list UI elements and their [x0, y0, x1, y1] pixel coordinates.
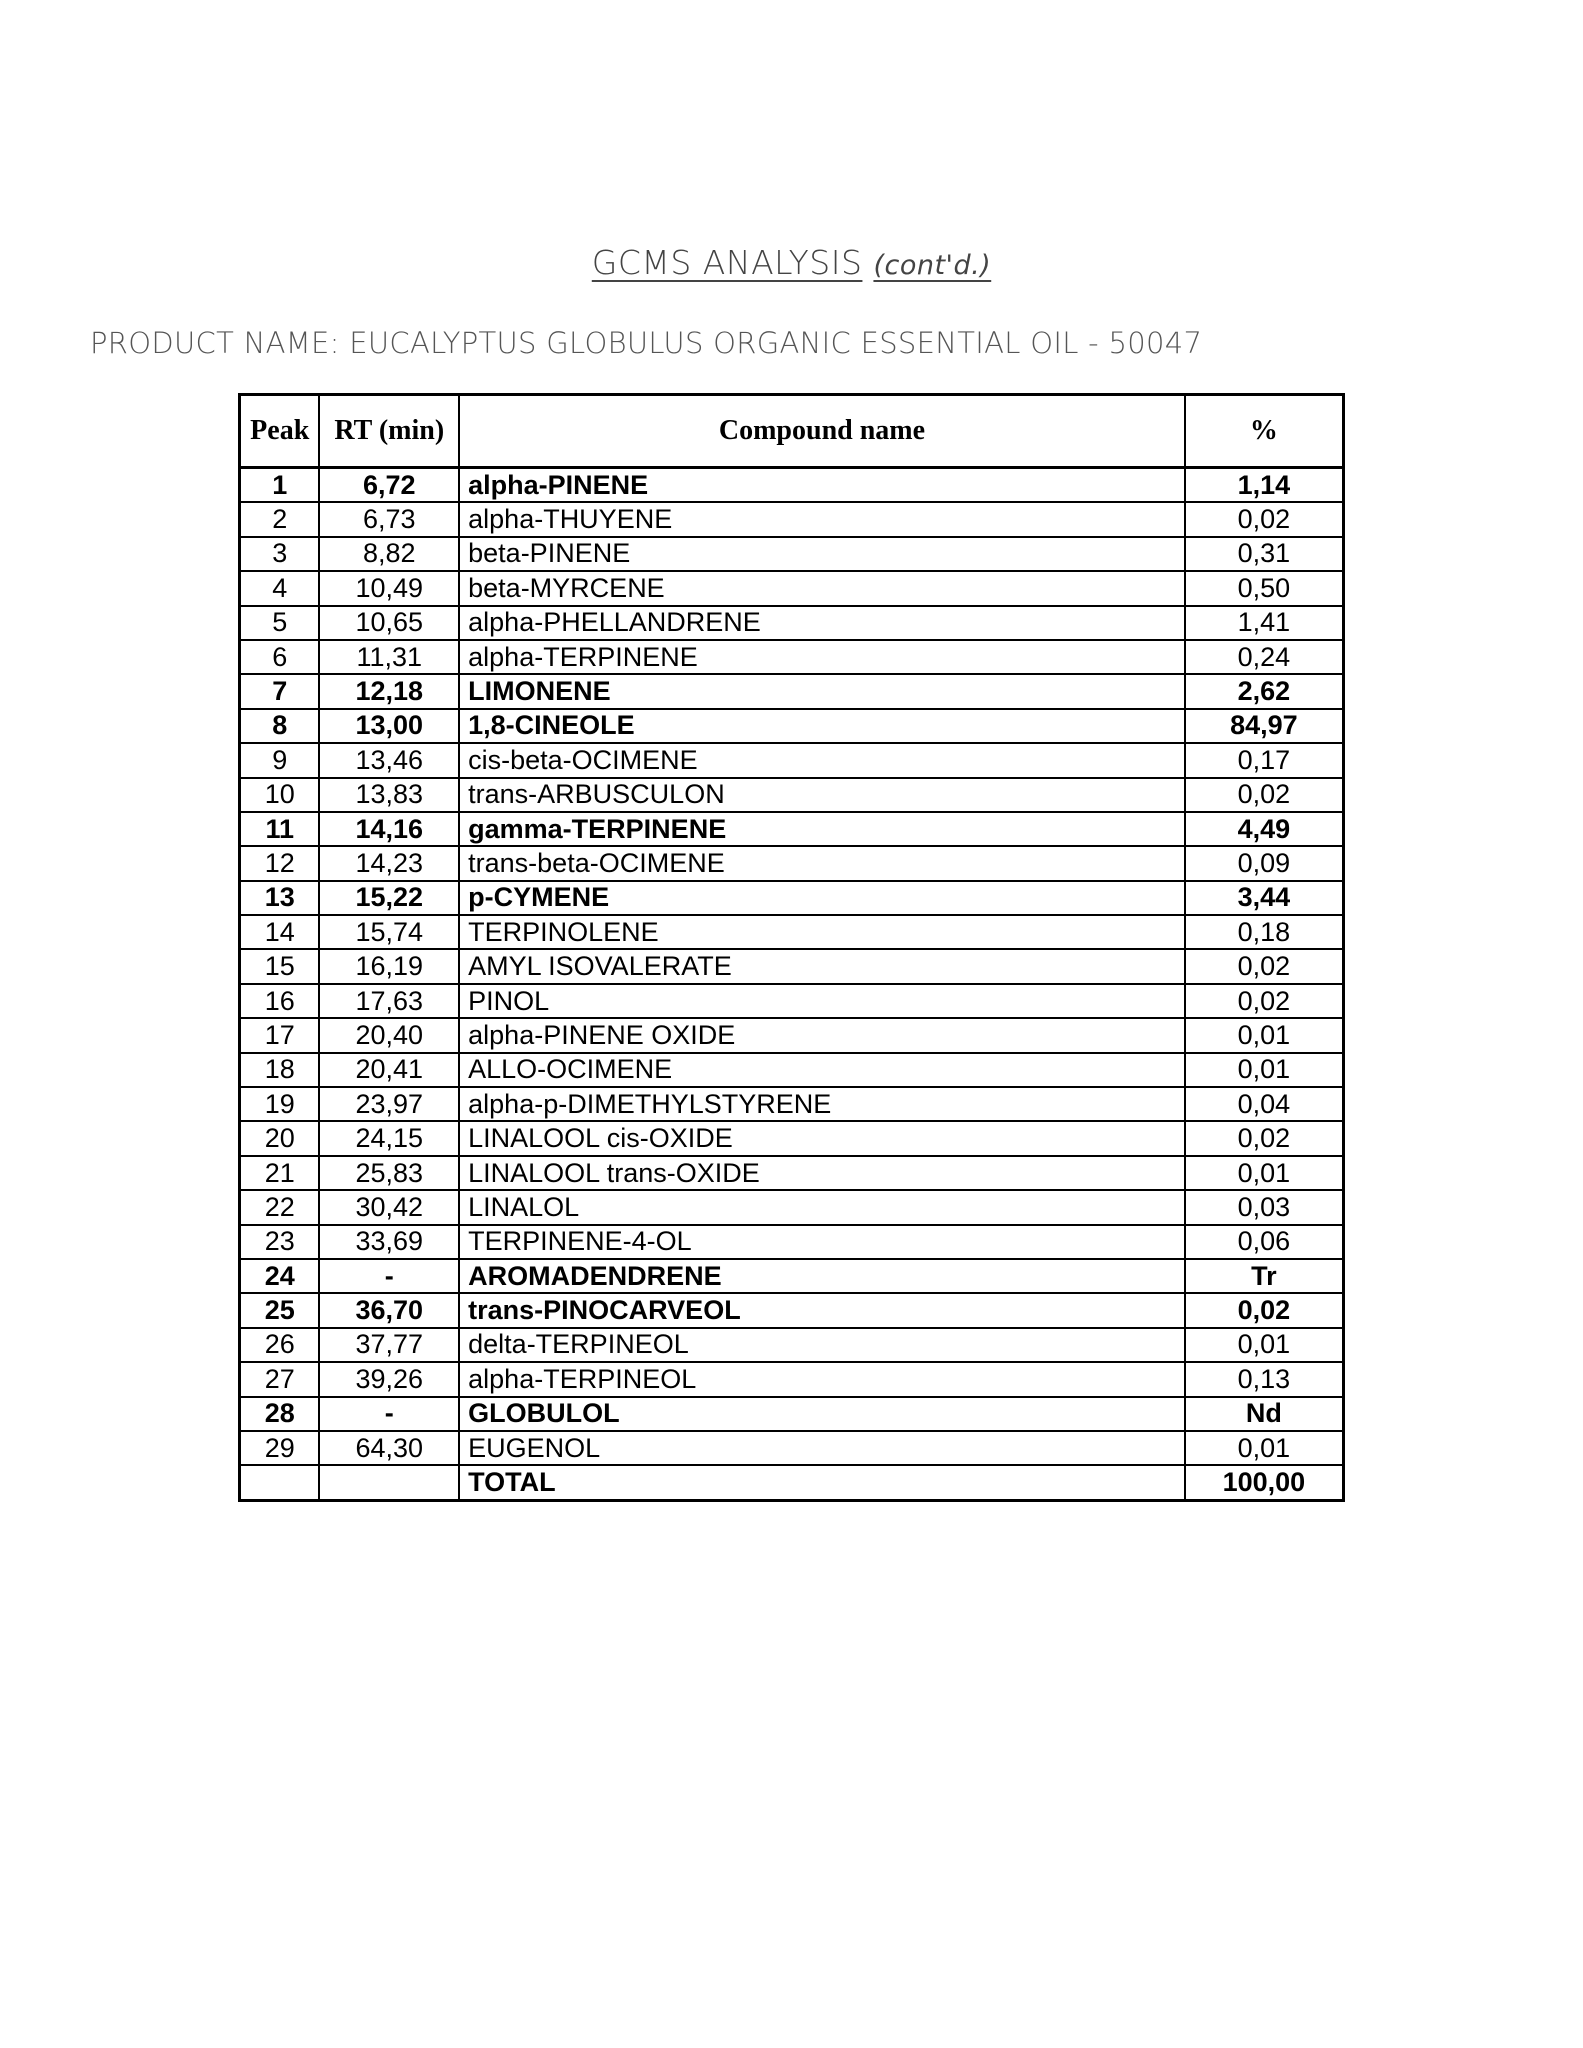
percent-cell: 1,14: [1185, 468, 1344, 503]
percent-cell: 0,02: [1185, 1293, 1344, 1327]
compound-name-cell: trans-PINOCARVEOL: [459, 1293, 1185, 1327]
peak-cell: 22: [240, 1190, 320, 1224]
peak-cell: 18: [240, 1053, 320, 1087]
rt-cell: 20,40: [319, 1018, 459, 1052]
compound-name-cell: alpha-TERPINEOL: [459, 1362, 1185, 1396]
table-row: [240, 949, 1344, 983]
rt-cell: 37,77: [319, 1328, 459, 1362]
table-row: [240, 1259, 1344, 1293]
compound-name-cell: alpha-PHELLANDRENE: [459, 606, 1185, 640]
table-row: [240, 1328, 1344, 1362]
rt-cell: 33,69: [319, 1225, 459, 1259]
table-row: [240, 468, 1344, 503]
compound-name-cell: LIMONENE: [459, 674, 1185, 708]
compound-name-cell: p-CYMENE: [459, 881, 1185, 915]
compound-name-cell: delta-TERPINEOL: [459, 1328, 1185, 1362]
peak-cell: 24: [240, 1259, 320, 1293]
table-row: [240, 537, 1344, 571]
table-header-row: [240, 395, 1344, 468]
table-row: [240, 743, 1344, 777]
percent-cell: 0,18: [1185, 915, 1344, 949]
title-suffix: (cont'd.): [873, 250, 992, 281]
compound-name-cell: LINALOOL trans-OXIDE: [459, 1156, 1185, 1190]
table-row: [240, 984, 1344, 1018]
table-row: [240, 1362, 1344, 1396]
rt-cell: 23,97: [319, 1087, 459, 1121]
compound-name-cell: ALLO-OCIMENE: [459, 1053, 1185, 1087]
compound-name-cell: GLOBULOL: [459, 1397, 1185, 1431]
rt-cell: 6,73: [319, 502, 459, 536]
table-row: [240, 1087, 1344, 1121]
compound-name-cell: cis-beta-OCIMENE: [459, 743, 1185, 777]
percent-cell: 2,62: [1185, 674, 1344, 708]
header-compound-name: Compound name: [459, 395, 1185, 468]
peak-cell: 20: [240, 1121, 320, 1155]
table-row: [240, 1293, 1344, 1327]
compound-name-cell: alpha-PINENE: [459, 468, 1185, 503]
peak-cell: 21: [240, 1156, 320, 1190]
peak-cell: 19: [240, 1087, 320, 1121]
percent-cell: 0,01: [1185, 1053, 1344, 1087]
rt-cell: 30,42: [319, 1190, 459, 1224]
peak-cell: 25: [240, 1293, 320, 1327]
peak-cell: 11: [240, 812, 320, 846]
percent-cell: 100,00: [1185, 1465, 1344, 1500]
header-rt: RT (min): [319, 395, 459, 468]
product-name: PRODUCT NAME: EUCALYPTUS GLOBULUS ORGANIC ESSENTIAL OIL - 50047: [90, 326, 1203, 360]
peak-cell: 26: [240, 1328, 320, 1362]
table-row: [240, 1465, 1344, 1500]
rt-cell: 15,74: [319, 915, 459, 949]
table-row: [240, 709, 1344, 743]
document-title: [0, 243, 1583, 282]
compound-name-cell: 1,8-CINEOLE: [459, 709, 1185, 743]
table-row: [240, 1053, 1344, 1087]
compound-name-cell: TERPINENE-4-OL: [459, 1225, 1185, 1259]
compound-name-cell: gamma-TERPINENE: [459, 812, 1185, 846]
peak-cell: 6: [240, 640, 320, 674]
compound-name-cell: LINALOL: [459, 1190, 1185, 1224]
percent-cell: 1,41: [1185, 606, 1344, 640]
compound-name-cell: alpha-p-DIMETHYLSTYRENE: [459, 1087, 1185, 1121]
header-percent: %: [1185, 395, 1344, 468]
table-row: [240, 846, 1344, 880]
rt-cell: 13,46: [319, 743, 459, 777]
peak-cell: 15: [240, 949, 320, 983]
rt-cell: 10,65: [319, 606, 459, 640]
peak-cell: 10: [240, 778, 320, 812]
table-row: [240, 915, 1344, 949]
compound-name-cell: alpha-THUYENE: [459, 502, 1185, 536]
peak-cell: 8: [240, 709, 320, 743]
peak-cell: 7: [240, 674, 320, 708]
rt-cell: -: [319, 1397, 459, 1431]
rt-cell: 25,83: [319, 1156, 459, 1190]
table-row: [240, 1431, 1344, 1465]
table-row: [240, 1397, 1344, 1431]
table-row: [240, 502, 1344, 536]
percent-cell: 0,17: [1185, 743, 1344, 777]
peak-cell: 2: [240, 502, 320, 536]
rt-cell: 64,30: [319, 1431, 459, 1465]
rt-cell: 24,15: [319, 1121, 459, 1155]
percent-cell: 84,97: [1185, 709, 1344, 743]
table-row: [240, 571, 1344, 605]
percent-cell: 0,04: [1185, 1087, 1344, 1121]
compound-name-cell: beta-MYRCENE: [459, 571, 1185, 605]
peak-cell: 16: [240, 984, 320, 1018]
percent-cell: 0,31: [1185, 537, 1344, 571]
rt-cell: 8,82: [319, 537, 459, 571]
percent-cell: 0,13: [1185, 1362, 1344, 1396]
rt-cell: 6,72: [319, 468, 459, 503]
table-row: [240, 674, 1344, 708]
rt-cell: -: [319, 1259, 459, 1293]
percent-cell: 0,02: [1185, 1121, 1344, 1155]
rt-cell: 13,00: [319, 709, 459, 743]
rt-cell: 14,23: [319, 846, 459, 880]
peak-cell: 13: [240, 881, 320, 915]
rt-cell: 10,49: [319, 571, 459, 605]
peak-cell: 5: [240, 606, 320, 640]
compound-name-cell: beta-PINENE: [459, 537, 1185, 571]
percent-cell: 0,01: [1185, 1431, 1344, 1465]
percent-cell: 0,50: [1185, 571, 1344, 605]
compound-name-cell: alpha-PINENE OXIDE: [459, 1018, 1185, 1052]
rt-cell: 15,22: [319, 881, 459, 915]
compound-name-cell: PINOL: [459, 984, 1185, 1018]
percent-cell: 0,01: [1185, 1328, 1344, 1362]
percent-cell: 0,24: [1185, 640, 1344, 674]
rt-cell: 17,63: [319, 984, 459, 1018]
table-row: [240, 1121, 1344, 1155]
percent-cell: 3,44: [1185, 881, 1344, 915]
compound-name-cell: TERPINOLENE: [459, 915, 1185, 949]
peak-cell: 27: [240, 1362, 320, 1396]
header-peak: Peak: [240, 395, 320, 468]
rt-cell: 11,31: [319, 640, 459, 674]
percent-cell: 0,02: [1185, 949, 1344, 983]
gcms-table: [238, 393, 1345, 1502]
compound-name-cell: TOTAL: [459, 1465, 1185, 1500]
peak-cell: 1: [240, 468, 320, 503]
peak-cell: 3: [240, 537, 320, 571]
compound-name-cell: EUGENOL: [459, 1431, 1185, 1465]
table-row: [240, 606, 1344, 640]
rt-cell: 14,16: [319, 812, 459, 846]
rt-cell: 39,26: [319, 1362, 459, 1396]
compound-name-cell: AROMADENDRENE: [459, 1259, 1185, 1293]
peak-cell: 9: [240, 743, 320, 777]
compound-name-cell: trans-beta-OCIMENE: [459, 846, 1185, 880]
rt-cell: 13,83: [319, 778, 459, 812]
table-row: [240, 812, 1344, 846]
percent-cell: 4,49: [1185, 812, 1344, 846]
peak-cell: 12: [240, 846, 320, 880]
table-row: [240, 881, 1344, 915]
peak-cell: 14: [240, 915, 320, 949]
compound-name-cell: trans-ARBUSCULON: [459, 778, 1185, 812]
percent-cell: 0,02: [1185, 502, 1344, 536]
percent-cell: 0,01: [1185, 1018, 1344, 1052]
peak-cell: 4: [240, 571, 320, 605]
compound-name-cell: alpha-TERPINENE: [459, 640, 1185, 674]
percent-cell: 0,03: [1185, 1190, 1344, 1224]
rt-cell: 20,41: [319, 1053, 459, 1087]
rt-cell: 12,18: [319, 674, 459, 708]
percent-cell: Tr: [1185, 1259, 1344, 1293]
table-row: [240, 640, 1344, 674]
rt-cell: 36,70: [319, 1293, 459, 1327]
table-row: [240, 1225, 1344, 1259]
table-row: [240, 1190, 1344, 1224]
percent-cell: 0,01: [1185, 1156, 1344, 1190]
title-text: GCMS ANALYSIS: [591, 243, 863, 282]
peak-cell: 29: [240, 1431, 320, 1465]
table-row: [240, 1156, 1344, 1190]
peak-cell: [240, 1465, 320, 1500]
compound-name-cell: AMYL ISOVALERATE: [459, 949, 1185, 983]
rt-cell: 16,19: [319, 949, 459, 983]
compound-name-cell: LINALOOL cis-OXIDE: [459, 1121, 1185, 1155]
percent-cell: Nd: [1185, 1397, 1344, 1431]
table-body: [240, 468, 1344, 1501]
percent-cell: 0,06: [1185, 1225, 1344, 1259]
peak-cell: 28: [240, 1397, 320, 1431]
table-row: [240, 1018, 1344, 1052]
percent-cell: 0,09: [1185, 846, 1344, 880]
rt-cell: [319, 1465, 459, 1500]
percent-cell: 0,02: [1185, 984, 1344, 1018]
peak-cell: 23: [240, 1225, 320, 1259]
peak-cell: 17: [240, 1018, 320, 1052]
table-row: [240, 778, 1344, 812]
percent-cell: 0,02: [1185, 778, 1344, 812]
